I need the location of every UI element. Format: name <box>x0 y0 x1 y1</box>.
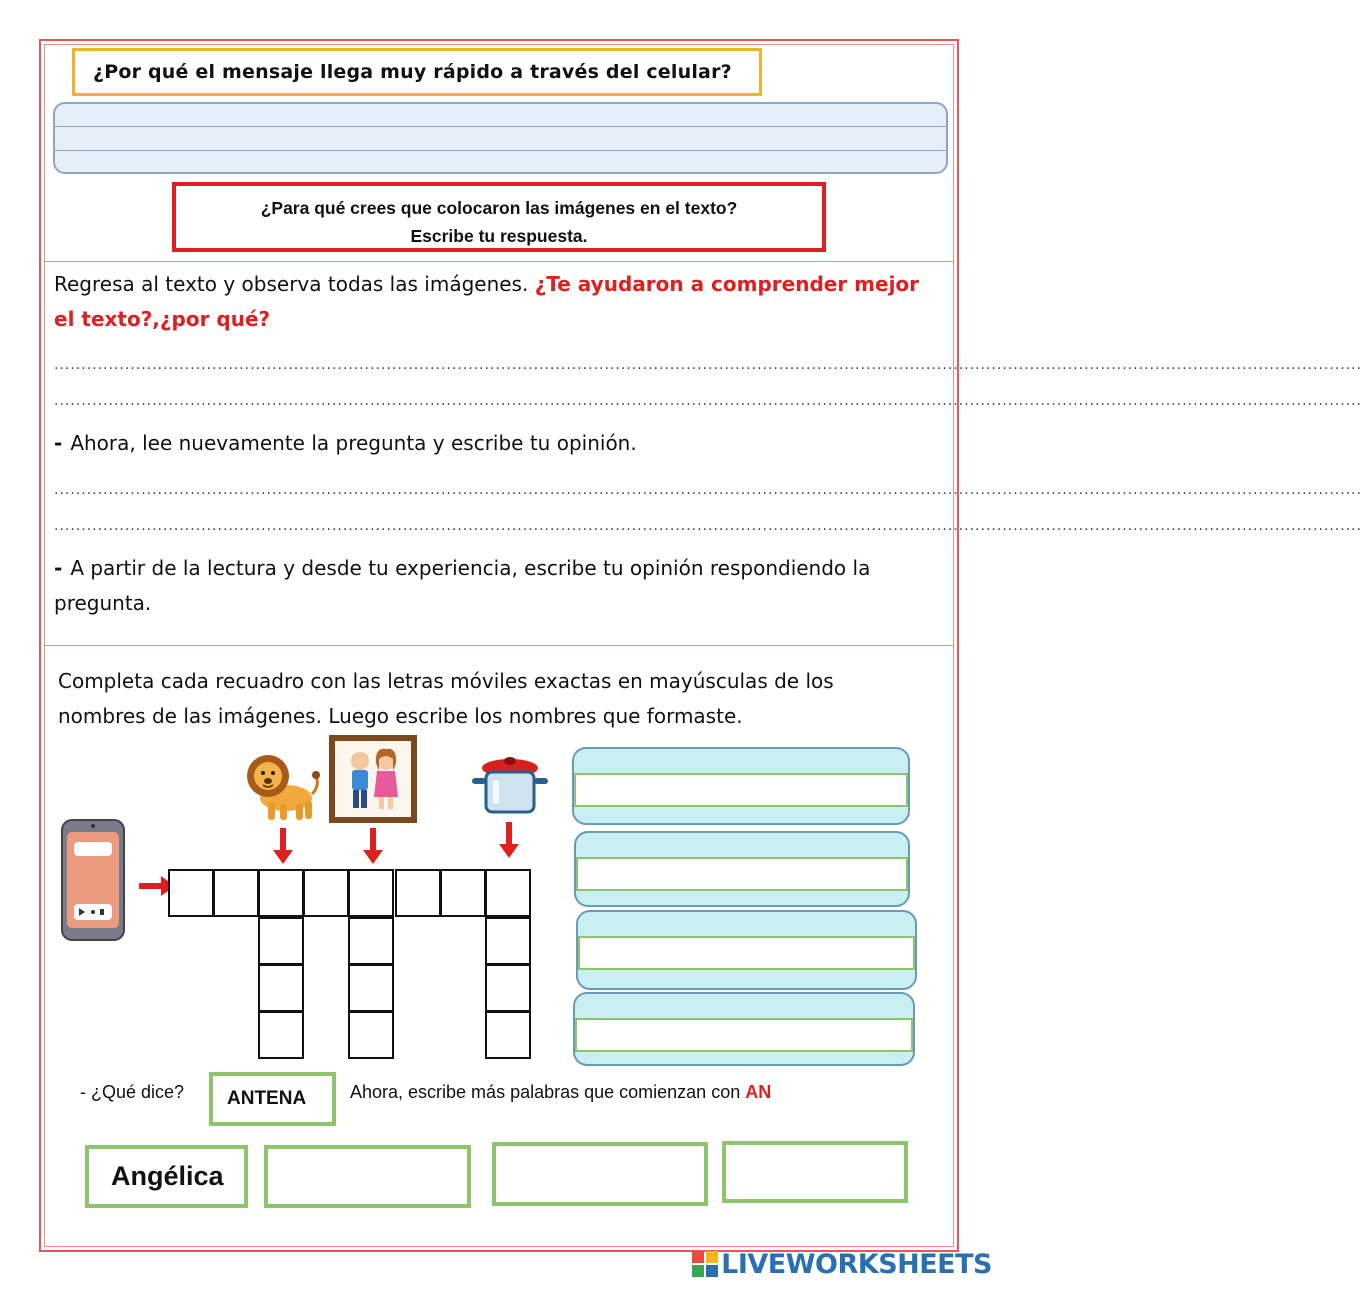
answer-line-2[interactable]: ................................................................................................................................................................................................................................................ <box>54 393 1362 409</box>
section2-item-1-text: Ahora, lee nuevamente la pregunta y escribe tu opinión. <box>70 431 637 455</box>
lion-icon <box>240 746 320 824</box>
grid-cell[interactable] <box>485 917 531 965</box>
word-answer-box-2[interactable] <box>574 831 910 907</box>
grid-cell[interactable] <box>485 1011 531 1059</box>
section2-item-2-text: A partir de la lectura y desde tu experiencia, escribe tu opinión respondiendo la pregunta. <box>54 556 871 615</box>
que-dice-label: - ¿Qué dice? <box>80 1082 185 1102</box>
section2-item-2 <box>54 551 944 621</box>
children-icon <box>335 741 411 817</box>
question-2-line-2: Escribe tu respuesta. <box>410 226 588 246</box>
word-answer-box-4[interactable] <box>573 992 915 1066</box>
answer-field-1[interactable] <box>53 102 948 174</box>
more-words-instruction <box>350 1082 771 1103</box>
grid-cell[interactable] <box>348 917 394 965</box>
question-2 <box>172 182 826 252</box>
liveworksheets-logo <box>692 1247 992 1281</box>
section2-intro <box>54 267 944 337</box>
section2-intro-question: ¿Te ayudaron a comprender mejor el texto?,¿por qué? <box>54 272 920 331</box>
answer-line-4[interactable]: ................................................................................................................................................................................................................................................ <box>54 518 1362 534</box>
arrow-down-icon <box>280 828 286 852</box>
arrow-down-icon <box>506 822 512 846</box>
grid-cell[interactable] <box>485 869 531 917</box>
cellphone-icon <box>60 818 128 942</box>
word-answer-box-3[interactable] <box>576 910 917 990</box>
word-input-3[interactable] <box>492 1142 708 1206</box>
section2-intro-text: Regresa al texto y observa todas las imágenes. <box>54 272 535 296</box>
grid-cell[interactable] <box>213 869 259 917</box>
arrow-down-icon <box>370 828 376 852</box>
grid-cell[interactable] <box>348 1011 394 1059</box>
grid-cell[interactable] <box>258 964 304 1012</box>
section3-instructions: Completa cada recuadro con las letras móviles exactas en mayúsculas de los nombres de las imágenes. Luego escribe los nombres que formaste. <box>58 669 834 728</box>
question-2-line-1: ¿Para qué crees que colocaron las imágenes en el texto? <box>260 198 738 218</box>
grid-cell[interactable] <box>395 869 441 917</box>
dash-2: - <box>54 556 63 580</box>
arrow-right-icon <box>139 883 161 889</box>
answer-line-1[interactable]: ................................................................................................................................................................................................................................................ <box>54 357 1362 373</box>
liveworksheets-logo-icon <box>692 1251 718 1277</box>
word-input-4[interactable] <box>722 1141 908 1203</box>
answer-line-3[interactable]: ................................................................................................................................................................................................................................................ <box>54 482 1362 498</box>
word-input-1[interactable]: Angélica <box>85 1145 248 1208</box>
grid-cell[interactable] <box>258 917 304 965</box>
grid-cell[interactable] <box>258 869 304 917</box>
que-dice-answer[interactable]: ANTENA <box>209 1072 336 1126</box>
grid-cell[interactable] <box>348 869 394 917</box>
children-portrait <box>329 735 417 823</box>
grid-cell[interactable] <box>258 1011 304 1059</box>
word-input-2[interactable] <box>264 1145 471 1208</box>
pot-icon <box>469 752 551 822</box>
section-divider-1 <box>44 261 954 262</box>
more-words-prefix: Ahora, escribe más palabras que comienzan con <box>350 1082 746 1102</box>
grid-cell[interactable] <box>168 869 214 917</box>
question-1: ¿Por qué el mensaje llega muy rápido a través del celular? <box>72 48 762 96</box>
grid-cell[interactable] <box>348 964 394 1012</box>
section-divider-2 <box>44 645 954 646</box>
grid-cell[interactable] <box>485 964 531 1012</box>
dash-1: - <box>54 431 63 455</box>
grid-cell[interactable] <box>303 869 349 917</box>
section2-item-1 <box>54 426 944 461</box>
more-words-highlight: AN <box>745 1082 772 1102</box>
liveworksheets-logo-text: LIVEWORKSHEETS <box>721 1248 992 1280</box>
grid-cell[interactable] <box>440 869 486 917</box>
word-answer-box-1[interactable] <box>572 747 910 825</box>
